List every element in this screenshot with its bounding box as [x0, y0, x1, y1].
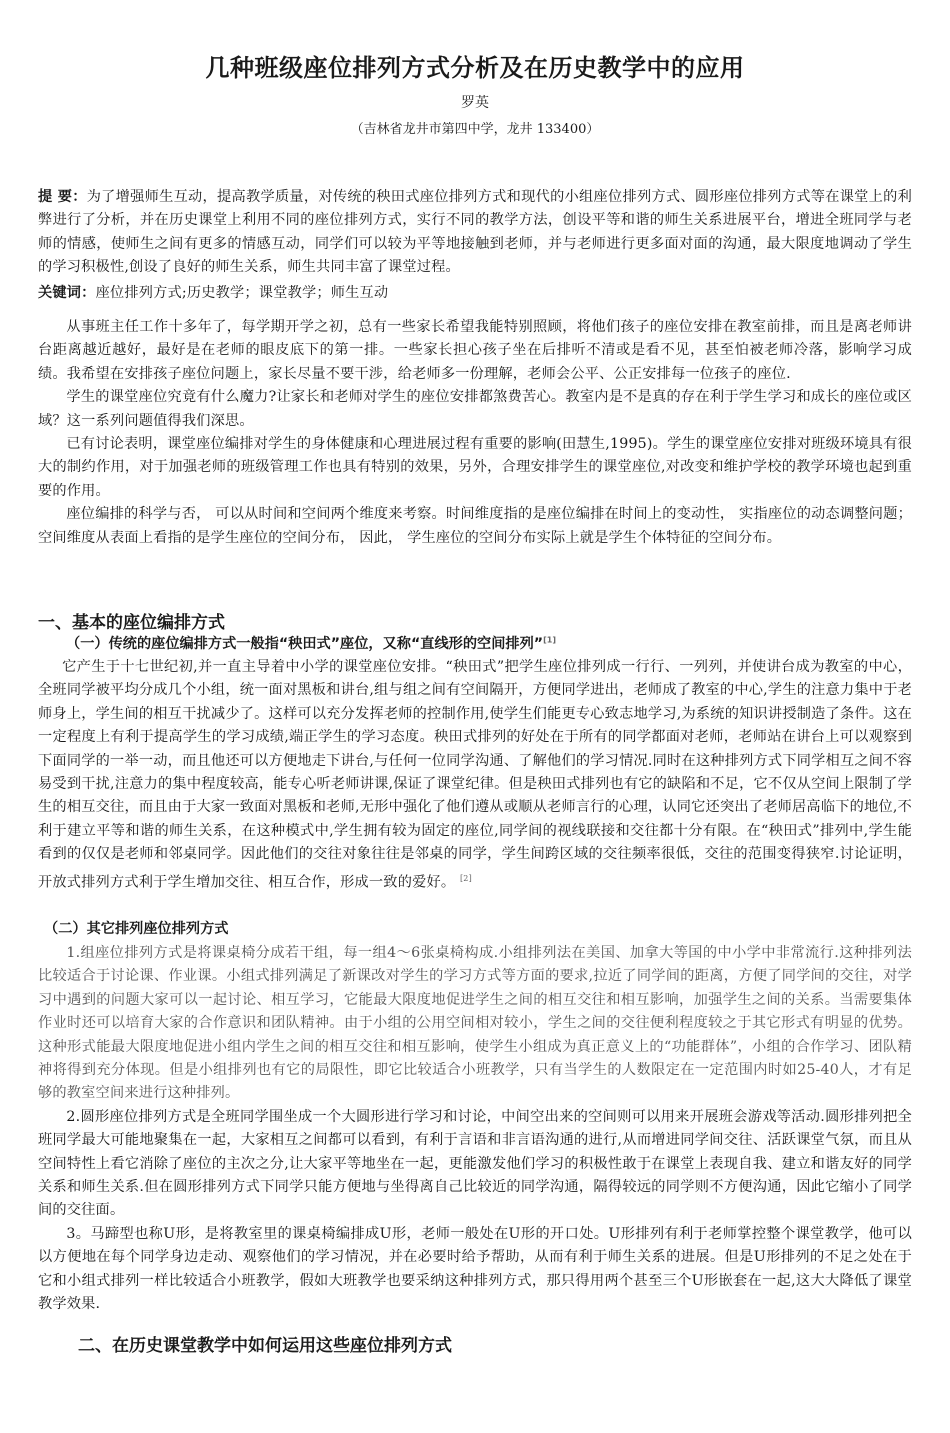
- subsection-heading-2: （二）其它排列座位排列方式: [44, 921, 229, 937]
- citation-ref: [1]: [543, 635, 557, 645]
- citation-ref: [2]: [459, 873, 472, 883]
- list-item: 1.组座位排列方式是将课桌椅分成若干组，每一组4～6张桌椅构成.小组排列法在美国、加拿大等国的中小学中非常流行.这种排列法比较适合于讨论课、作业课。小组式排列满足了新课改对学生的学习方式等方面的要求,拉近了同学间的距离，方便了同学间的交往，对学习中遇到的问题大家可以一起讨论、相互学习，它能最大限度地促进学生之间的相互交往和相互影响，加强学生之间的关系。当需要集体作业时还可以培育大家的合作意识和团队精神。由于小组的公用空间相对较小，学生之间的交往便利程度较之于其它形式有明显的优势。这种形式能最大限度地促进小组内学生之间的相互交往和相互影响，使学生小组成为真正意义上的“功能群体”，小组的合作学习、团队精神将得到充分体现。但是小组排列也有它的局限性，即它比较适合小班教学，只有当学生的人数限定在一定范围内时如25-40人，才有足够的教室空间来进行这种排列。: [38, 945, 912, 1102]
- intro-paragraph: 已有讨论表明，课堂座位编排对学生的身体健康和心理进展过程有重要的影响(田慧生,1995)。学生的课堂座位安排对班级环境具有很大的制约作用，对于加强老师的班级管理工作也具有特别的效果，另外，合理安排学生的课堂座位,对改变和维护学校的教学环境也起到重要的作用。: [38, 436, 912, 499]
- intro-paragraph: 从事班主任工作十多年了，每学期开学之初，总有一些家长希望我能特别照顾，将他们孩子的座位安排在教室前排，而且是离老师讲台距离越近越好，最好是在老师的眼皮底下的第一排。一些家长担心孩子坐在后排听不清或是看不见，甚至怕被老师冷落，影响学习成绩。我希望在安排孩子座位问题上，家长尽量不要干涉，给老师多一份理解，老师会公平、公正安排每一位孩子的座位.: [38, 319, 912, 382]
- subsection-2-body: [38, 942, 912, 1317]
- keywords-text: 座位排列方式;历史教学；课堂教学；师生互动: [95, 285, 389, 301]
- subsection-heading-1: [66, 633, 556, 653]
- author-name: 罗英: [461, 95, 489, 111]
- list-item: 2.圆形座位排列方式是全班同学围坐成一个大圆形进行学习和讨论，中间空出来的空间则可以用来开展班会游戏等活动.圆形排列把全班同学最大可能地聚集在一起，大家相互之间都可以看到，有利于言语和非言语沟通的进行,从而增进同学间交往、活跃课堂气氛，而且从空间特性上看它消除了座位的主次之分,让大家平等地坐在一起，更能激发他们学习的积极性敢于在课堂上表现自我、建立和谐友好的同学关系和师生关系.但在圆形排列方式下同学只能方便地与坐得离自己比较近的同学沟通，隔得较远的同学则不方便沟通，因此它缩小了同学间的交往面。: [38, 1108, 912, 1219]
- abstract-label: 提 要：: [38, 189, 87, 205]
- subsection-heading-1-text: （一）传统的座位编排方式一般指“秧田式”座位，又称“直线形的空间排列”: [66, 636, 544, 652]
- keywords: [38, 282, 912, 305]
- section-heading-2: 二、在历史课堂教学中如何运用这些座位排列方式: [78, 1336, 452, 1356]
- introduction: [38, 316, 912, 550]
- intro-paragraph: 学生的课堂座位究竟有什么魔力?让家长和老师对学生的座位安排都煞费苦心。教室内是不是真的存在利于学生学习和成长的座位或区域？这一系列问题值得我们深思。: [38, 389, 912, 429]
- abstract-text: 为了增强师生互动，提高教学质量，对传统的秧田式座位排列方式和现代的小组座位排列方式、圆形座位排列方式等在课堂上的利弊进行了分析，并在历史课堂上利用不同的座位排列方式，实行不同的教学方法，创设平等和谐的师生关系进展平台，增进全班同学与老师的情感，使师生之间有更多的情感互动，同学们可以较为平等地接触到老师，并与老师进行更多面对面的沟通，最大限度地调动了学生的学习积极性,创设了良好的师生关系，师生共同丰富了课堂过程。: [38, 189, 913, 276]
- paper-title: 几种班级座位排列方式分析及在历史教学中的应用: [205, 54, 745, 82]
- abstract: [38, 186, 912, 280]
- subsection-1-text: 它产生于十七世纪初,并一直主导着中小学的课堂座位安排。“秧田式”把学生座位排列成一行行、一列列，并使讲台成为教室的中心，全班同学被平均分成几个小组，统一面对黑板和讲台,组与组之间有空间隔开，方便同学进出，老师成了教室的中心,学生的注意力集中于老师身上，学生间的相互干扰减少了。这样可以充分发挥老师的控制作用,使学生们能更专心致志地学习,为系统的知识讲授制造了条件。这在一定程度上有利于提高学生的学习成绩,端正学生的学习态度。秧田式排列的好处在于所有的同学都面对老师，老师站在讲台上可以观察到下面同学的一举一动，而且他还可以方便地走下讲台,与任何一位同学沟通、了解他们的学习情况.同时在这种排列方式下同学相互之间不容易受到干扰,注意力的集中程度较高，能专心听老师讲课,保证了课堂纪律。但是秧田式排列也有它的缺陷和不足，它不仅从空间上限制了学生的相互交往，而且由于大家一致面对黑板和老师,无形中强化了他们遵从或顺从老师言行的心理，认同它还突出了老师居高临下的地位,不利于建立平等和谐的师生关系，在这种模式中,学生拥有较为固定的座位,同学间的视线联接和交往都十分有限。在“秧田式”排列中,学生能看到的仅仅是老师和邻桌同学。因此他们的交往对象往往是邻桌的同学，学生间跨区域的交往频率很低，交往的范围变得狭窄.讨论证明，开放式排列方式利于学生增加交往、相互合作，形成一致的爱好。: [38, 659, 912, 891]
- author-affiliation: （吉林省龙井市第四中学，龙井 133400）: [350, 122, 600, 137]
- intro-paragraph: 座位编排的科学与否， 可以从时间和空间两个维度来考察。时间维度指的是座位编排在时间上的变动性， 实指座位的动态调整问题；空间维度从表面上看指的是学生座位的空间分布， 因此， 学生座位的空间分布实际上就是学生个体特征的空间分布。: [38, 506, 912, 546]
- keywords-label: 关键词：: [38, 285, 96, 301]
- section-heading-1: 一、基本的座位编排方式: [38, 613, 225, 633]
- subsection-1-body: [38, 656, 912, 895]
- list-item: 3。马蹄型也称U形，是将教室里的课桌椅编排成U形，老师一般处在U形的开口处。U形排列有利于老师掌控整个课堂教学，他可以以方便地在每个同学身边走动、观察他们的学习情况，并在必要时给予帮助，从而有利于师生关系的进展。但是U形排列的不足之处在于它和小组式排列一样比较适合小班教学，假如大班教学也要采纳这种排列方式，那只得用两个甚至三个U形嵌套在一起,这大大降低了课堂教学效果.: [38, 1225, 912, 1313]
